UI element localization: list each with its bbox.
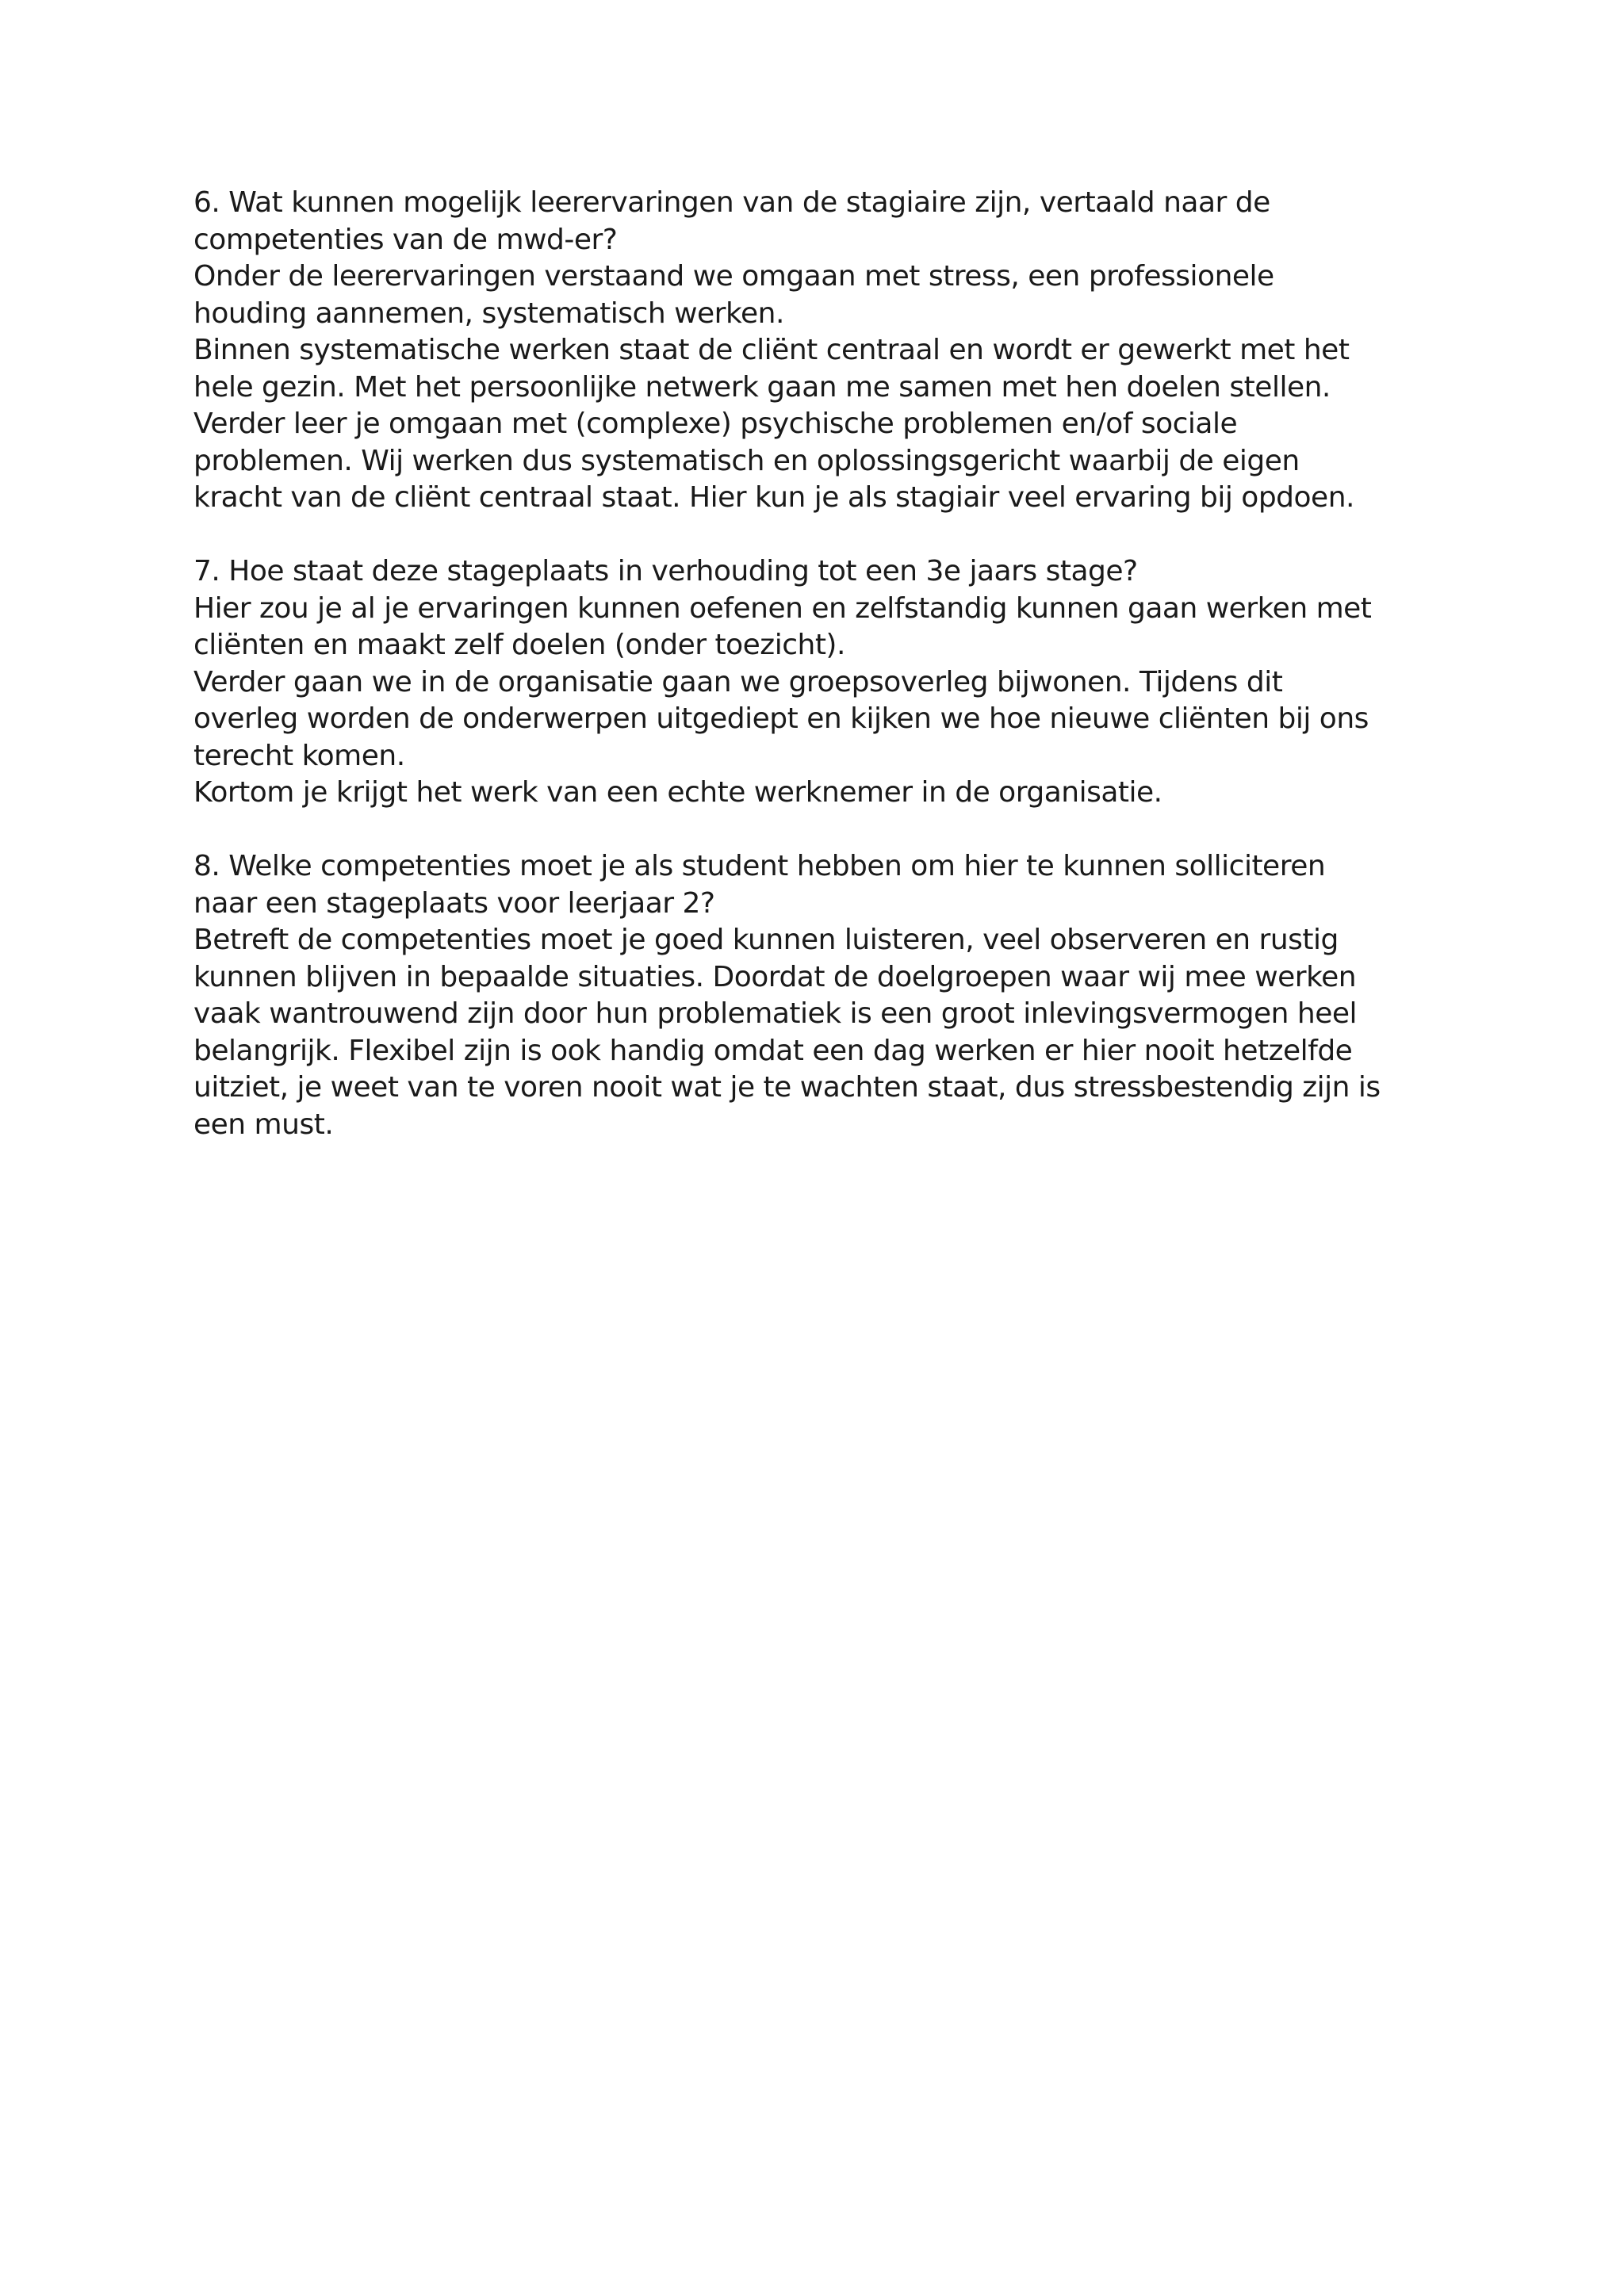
text-line: competenties van de mwd-er? — [193, 223, 618, 256]
text-line: overleg worden de onderwerpen uitgediept en kijken we hoe nieuwe cliënten bij ons — [193, 702, 1369, 735]
text-line: Verder gaan we in de organisatie gaan we groepsoverleg bijwonen. Tijdens dit — [193, 665, 1283, 698]
text-line: 7. Hoe staat deze stageplaats in verhouding tot een 3e jaars stage? — [193, 555, 1138, 587]
text-line: Binnen systematische werken staat de cliënt centraal en wordt er gewerkt met het — [193, 334, 1350, 366]
section-question-7 — [193, 553, 1462, 812]
text-line: Hier zou je al je ervaringen kunnen oefenen en zelfstandig kunnen gaan werken met — [193, 591, 1372, 625]
text-line: problemen. Wij werken dus systematisch en oplossingsgericht waarbij de eigen — [193, 444, 1300, 477]
text-line: kunnen blijven in bepaalde situaties. Doordat de doelgroepen waar wij mee werken — [193, 960, 1357, 993]
text-line: naar een stageplaats voor leerjaar 2? — [193, 886, 715, 920]
text-line: Kortom je krijgt het werk van een echte werknemer in de organisatie. — [193, 776, 1162, 809]
document-body — [193, 185, 1462, 1181]
text-line: een must. — [193, 1108, 334, 1141]
text-line: terecht komen. — [193, 739, 405, 772]
text-line: uitziet, je weet van te voren nooit wat je te wachten staat, dus stressbestendig zijn is — [193, 1071, 1381, 1104]
text-line: 6. Wat kunnen mogelijk leerervaringen van de stagiaire zijn, vertaald naar de — [193, 186, 1270, 219]
text-line: hele gezin. Met het persoonlijke netwerk gaan me samen met hen doelen stellen. — [193, 370, 1331, 404]
text-line: belangrijk. Flexibel zijn is ook handig omdat een dag werken er hier nooit hetzelfde — [193, 1034, 1353, 1067]
text-line: Verder leer je omgaan met (complexe) psychische problemen en/of sociale — [193, 408, 1238, 440]
text-line: Onder de leerervaringen verstaand we omgaan met stress, een professionele — [193, 260, 1274, 293]
text-line: Betreft de competenties moet je goed kunnen luisteren, veel observeren en rustig — [193, 924, 1339, 956]
section-question-6 — [193, 185, 1462, 517]
text-line: cliënten en maakt zelf doelen (onder toezicht). — [193, 629, 845, 661]
text-line: vaak wantrouwend zijn door hun problematiek is een groot inlevingsvermogen heel — [193, 997, 1357, 1030]
text-line: houding aannemen, systematisch werken. — [193, 297, 784, 330]
section-question-8 — [193, 848, 1462, 1143]
text-line: 8. Welke competenties moet je als student hebben om hier te kunnen solliciteren — [193, 850, 1326, 882]
text-line: kracht van de cliënt centraal staat. Hier kun je als stagiair veel ervaring bij opdoen. — [193, 481, 1354, 514]
